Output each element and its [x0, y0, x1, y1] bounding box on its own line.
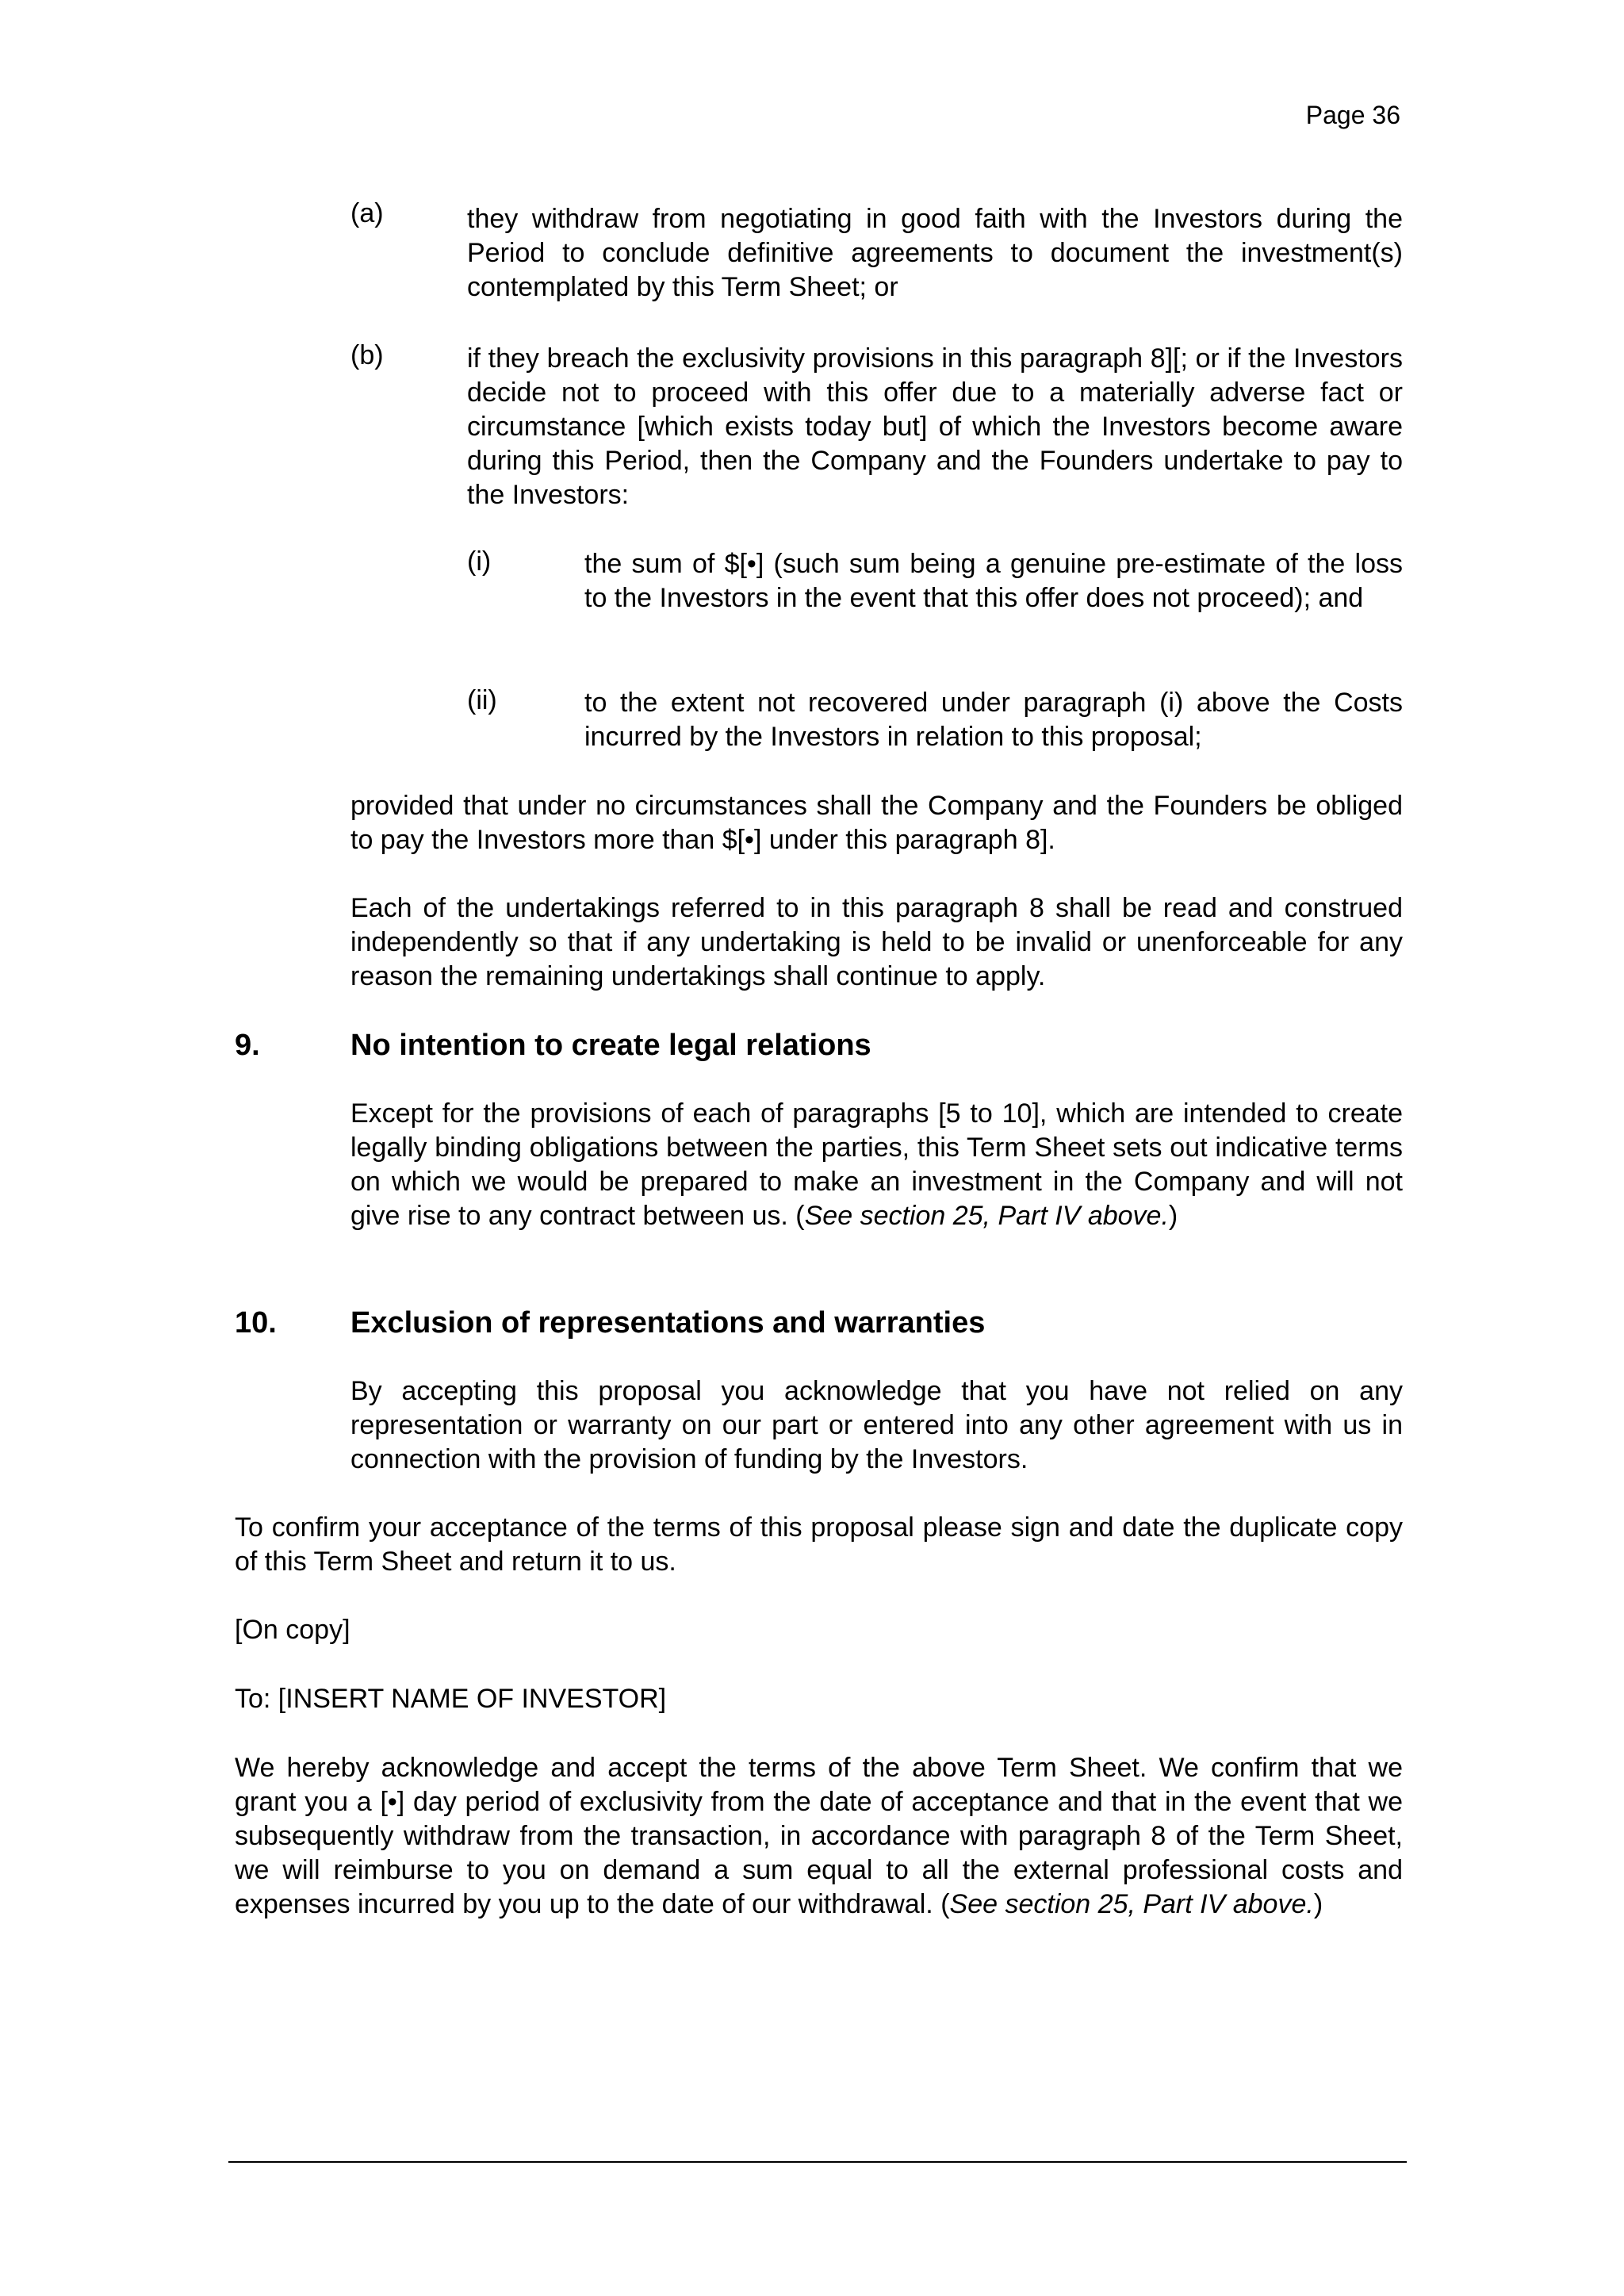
acknowledge-close: ) — [1313, 1889, 1323, 1919]
footer-rule — [228, 2161, 1407, 2163]
item-a-label: (a) — [350, 198, 384, 228]
item-ii-text: to the extent not recovered under paragraph (i) above the Costs incurred by the Investors in relation to this proposal; — [584, 688, 1403, 752]
section-9-reference: See section 25, Part IV above. — [804, 1201, 1169, 1231]
item-a-text: they withdraw from negotiating in good faith with the Investors during the Period to conclude definitive agreements to document the investment(s) contemplated by this Term Sheet; or — [467, 204, 1403, 302]
proviso-paragraph: provided that under no circumstances shall the Company and the Founders be obliged to pay the Investors more than $[•] under this paragraph 8]. — [350, 791, 1403, 855]
section-9-body-text: Except for the provisions of each of paragraphs [5 to 10], which are intended to create legally binding obligations between the parties, this Term Sheet sets out indicative terms on which we would be prepared to make an investment in the Company and will not give rise to any contract between us. ( — [350, 1098, 1403, 1231]
section-10-number: 10. — [235, 1306, 277, 1340]
confirm-paragraph: To confirm your acceptance of the terms of this proposal please sign and date the duplicate copy of this Term Sheet and return it to us. — [235, 1512, 1403, 1577]
on-copy-line: [On copy] — [235, 1615, 350, 1645]
item-i-label: (i) — [467, 546, 492, 577]
acknowledge-paragraph — [235, 1751, 1403, 1922]
item-b-text: if they breach the exclusivity provisions in this paragraph 8][; or if the Investors decide not to proceed with this offer due to a materially adverse fact or circumstance [which exists today but] of which the Investors become aware during this Period, then the Company and the Founders undertake to pay to the Investors: — [467, 343, 1403, 510]
section-9-body — [350, 1097, 1403, 1233]
acknowledge-reference: See section 25, Part IV above. — [949, 1889, 1314, 1919]
section-10-title: Exclusion of representations and warranties — [350, 1306, 986, 1340]
undertakings-paragraph: Each of the undertakings referred to in this paragraph 8 shall be read and construed independently so that if any undertaking is held to be invalid or unenforceable for any reason the remaining undertakings shall continue to apply. — [350, 893, 1403, 991]
acknowledge-text: We hereby acknowledge and accept the terms of the above Term Sheet. We confirm that we grant you a [•] day period of exclusivity from the date of acceptance and that in the event that we subsequently withdraw from the transaction, in accordance with paragraph 8 of the Term Sheet, we will reimburse to you on demand a sum equal to all the external professional costs and expenses incurred by you up to the date of our withdrawal. ( — [235, 1753, 1403, 1919]
item-ii-label: (ii) — [467, 685, 497, 715]
section-9-close: ) — [1168, 1201, 1178, 1231]
item-b-label: (b) — [350, 340, 384, 370]
section-9-title: No intention to create legal relations — [350, 1029, 871, 1062]
section-10-body: By accepting this proposal you acknowledge that you have not relied on any representation or warranty on our part or entered into any other agreement with us in connection with the provision of funding by the Investors. — [350, 1376, 1403, 1474]
page-number: Page 36 — [1305, 101, 1400, 129]
item-i-text: the sum of $[•] (such sum being a genuine pre-estimate of the loss to the Investors in the event that this offer does not proceed); and — [584, 549, 1403, 613]
to-line: To: [INSERT NAME OF INVESTOR] — [235, 1684, 667, 1714]
section-9-number: 9. — [235, 1029, 260, 1062]
